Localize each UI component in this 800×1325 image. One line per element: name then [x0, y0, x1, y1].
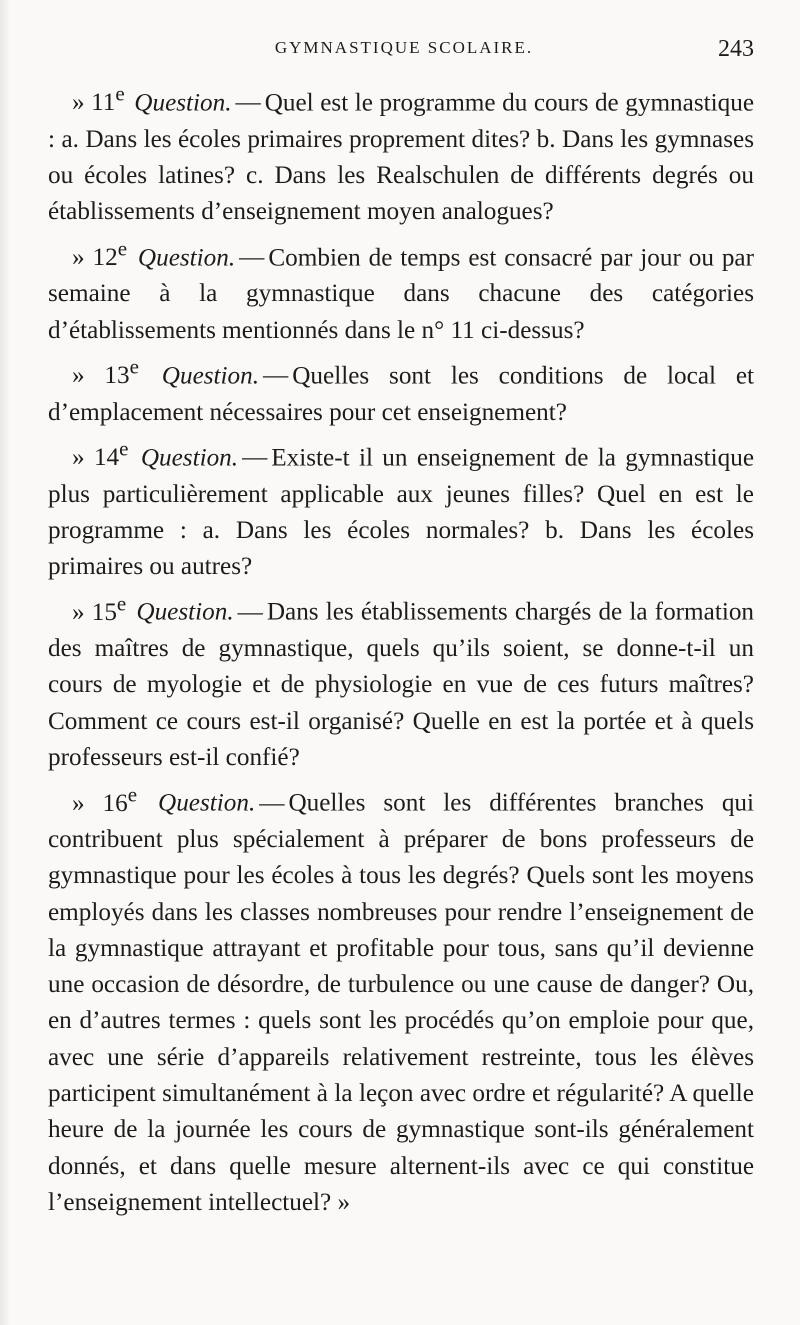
dash: —: [235, 89, 261, 117]
dash: —: [259, 789, 285, 817]
question-label: Question.: [158, 789, 256, 817]
dash: —: [237, 598, 263, 626]
question-label: Question.: [140, 444, 239, 472]
question-text: Combien de temps est consacré par jour ou par semaine à la gymnastique dans chacune des catégories d’établissements mentionnés dans le n° 11 ci-dessus?: [48, 243, 755, 344]
page-number: 243: [718, 36, 754, 62]
question-text: Quelles sont les conditions de local et d’emplacement nécessaires pour cet enseignement?: [48, 362, 755, 426]
question-marker: » 11e: [72, 82, 125, 117]
dash: —: [239, 243, 265, 271]
question-11-paragraph: [48, 76, 754, 231]
question-marker: » 16e: [72, 782, 138, 817]
dash: —: [242, 444, 268, 472]
page-body: [48, 76, 754, 1221]
question-label: Question.: [134, 89, 232, 117]
question-marker: » 12e: [72, 236, 128, 271]
question-text: Quel est le programme du cours de gymnastique : a. Dans les écoles primaires proprement dites? b. Dans les gymnases ou écoles latines? c. Dans les Realschulen de différents degrés ou établissements d’enseignement moyen analogues?: [48, 89, 754, 226]
question-label: Question.: [136, 598, 234, 626]
running-head: GYMNASTIQUE SCOLAIRE.: [274, 38, 534, 57]
question-14-paragraph: [48, 431, 754, 586]
question-label: Question.: [161, 362, 260, 390]
question-text: Quelles sont les différentes branches qui contribuent plus spécialement à préparer de bons professeurs de gymnastique pour les écoles à tous les degrés? Quels sont les moyens employés dans les classes nombreuses pour rendre l’enseignement de la gymnastique attrayant et profitable pour tous, sans qu’il devienne une occasion de désordre, de turbulence ou une cause de danger? Ou, en d’autres termes : quels sont les procédés qu’on emploie pour que, avec une série d’appareils relativement restreinte, tous les élèves participent simultanément à la leçon avec ordre et régularité? A quelle heure de la journée les cours de gymnastique sont-ils généralement donnés, et dans quelle mesure alternent-ils avec ce qui constitue l’enseignement intellectuel? »: [48, 789, 755, 1216]
page-edge-shadow: [0, 0, 10, 1325]
question-15-paragraph: [48, 585, 754, 776]
question-marker: » 15e: [72, 591, 127, 626]
question-marker: » 13e: [72, 354, 139, 390]
question-label: Question.: [137, 243, 236, 271]
question-text: Dans les établissements chargés de la formation des maîtres de gymnastique, quels qu’ils soient, se donne-t-il un cours de myologie et de physiologie en vue de ces futurs maîtres? Comment ce cours est-il organisé? Quelle en est la portée et à quels professeurs est-il confié?: [48, 598, 755, 771]
page-header: [48, 36, 760, 66]
question-12-paragraph: [48, 231, 754, 349]
question-16-paragraph: [48, 776, 754, 1221]
dash: —: [263, 362, 289, 390]
question-text: Existe-t il un enseignement de la gymnastique plus particulièrement applicable aux jeunes filles? Quel en est le programme : a. Dans les écoles normales? b. Dans les écoles primaires ou autres?: [48, 444, 755, 581]
question-13-paragraph: [48, 349, 754, 431]
question-marker: » 14e: [72, 436, 129, 472]
